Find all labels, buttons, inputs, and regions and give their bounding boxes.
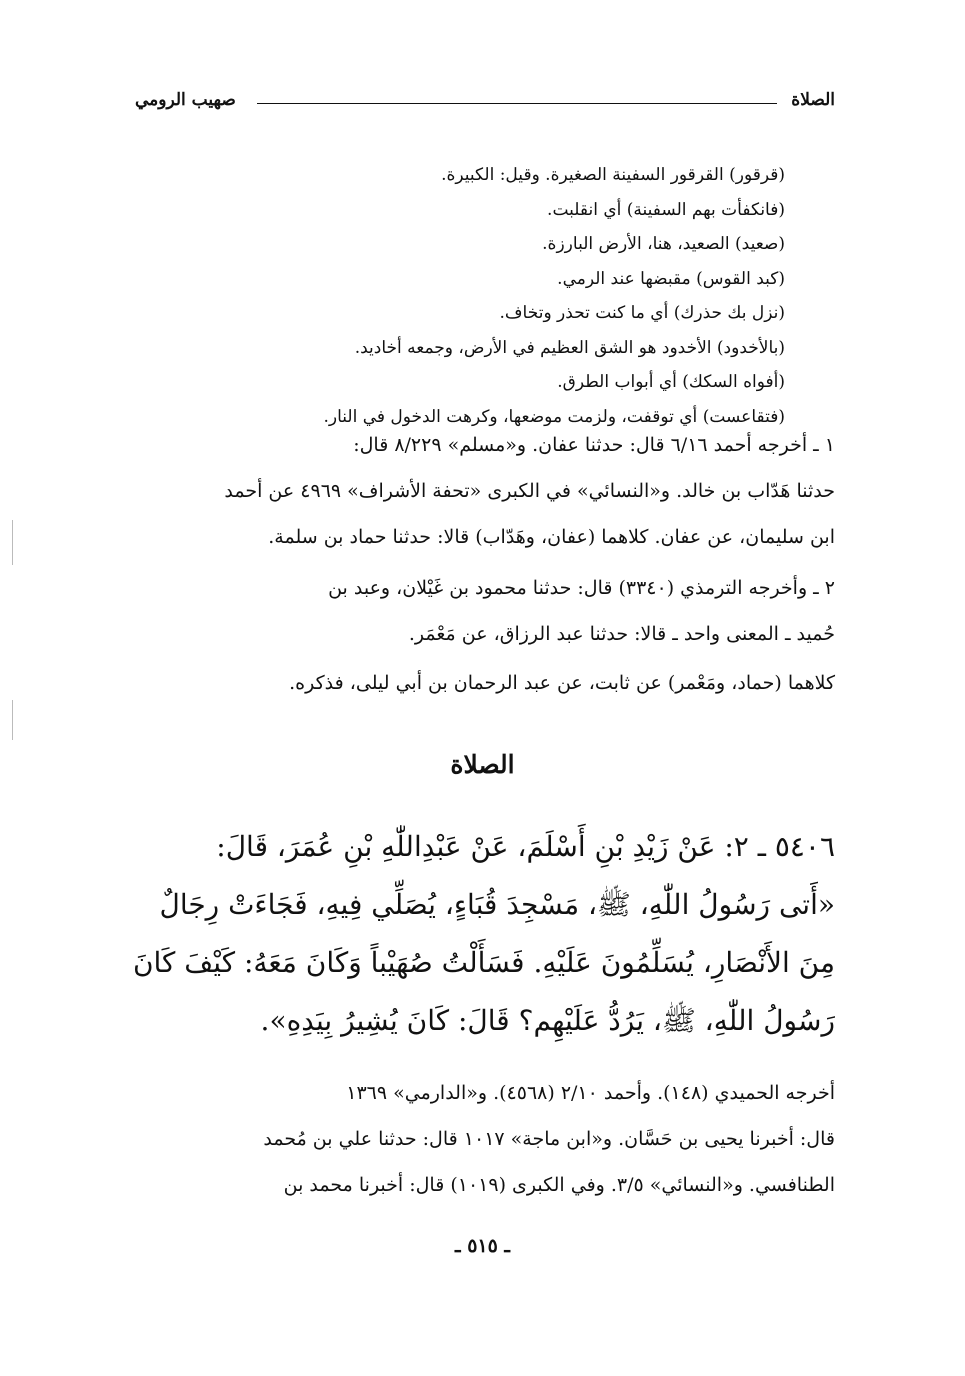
- hadith-text: [130, 818, 835, 1050]
- glossary-line: (فانكفأت بهم السفينة) أي انقلبت.: [547, 199, 785, 220]
- header-rule: [257, 103, 777, 104]
- paragraph-line: أخرجه الحميدي (١٤٨). وأحمد ٢/١٠ (٤٥٦٨). و«الدارمي» ١٣٦٩: [346, 1082, 835, 1104]
- running-header: [135, 90, 835, 116]
- paragraph-line: قال: أخبرنا يحيى بن حَسَّان. و«ابن ماجة» ١٠١٧ قال: حدثنا علي بن مُحمد: [263, 1128, 835, 1150]
- hadith-line: «أَتى رَسُولُ اللّٰهِ، ﷺ، مَسْجِدَ قُبَاءٍ، يُصَلِّي فِيهِ، فَجَاءَتْ رِجَالٌ: [159, 888, 835, 921]
- glossary-line: (قرقور) القرقور السفينة الصغيرة. وقيل: الكبيرة.: [441, 165, 785, 185]
- scan-margin-mark: [12, 700, 13, 740]
- paragraph-line: الطنافسي. و«النسائي» ٣/٥. وفي الكبرى (١٠١٩) قال: أخبرنا محمد بن: [283, 1174, 835, 1196]
- paragraph-line: ابن سليمان، عن عفان. كلاهما (عفان، وهَدّاب) قالا: حدثنا حماد بن سلمة.: [268, 526, 835, 548]
- paragraph-line: كلاهما (حماد، ومَعْمر) عن ثابت، عن عبد الرحمان بن أبي ليلى، فذكره.: [289, 672, 835, 694]
- glossary-block: [225, 158, 785, 434]
- glossary-line: (فتقاعست) أي توقفت، ولزمت موضعها، وكرهت الدخول في النار.: [323, 406, 785, 427]
- glossary-line: (كبد القوس) مقبضها عند الرمي.: [557, 268, 785, 289]
- paragraph-line: ٢ ـ وأخرجه الترمذي (٣٣٤٠) قال: حدثنا محمود بن غَيْلان، وعبد بن: [328, 577, 835, 599]
- paragraph-line: حُميد ـ المعنى واحد ـ قالا: حدثنا عبد الرزاق، عن مَعْمَر.: [408, 623, 835, 645]
- glossary-line: (أفواه السكك) أي أبواب الطرق.: [557, 372, 785, 392]
- takhrij-paragraph-4: [130, 1070, 835, 1208]
- header-narrator: صهيب الرومي: [135, 90, 236, 110]
- header-section-title: الصلاة: [791, 90, 835, 110]
- glossary-line: (بالأخدود) الأخدود هو الشق العظيم في الأرض، وجمعه أخاديد.: [354, 337, 785, 358]
- takhrij-paragraph-3: [130, 660, 835, 706]
- section-heading: الصلاة: [450, 750, 515, 779]
- paragraph-line: حدثنا هَدّاب بن خالد. و«النسائي» في الكبرى «تحفة الأشراف» ٤٩٦٩ عن أحمد: [224, 480, 835, 502]
- glossary-line: (نزل بك حذرك) أي ما كنت تحذر وتخاف.: [499, 303, 785, 323]
- takhrij-paragraph-2: [130, 565, 835, 657]
- scan-margin-mark: [12, 520, 13, 565]
- page-number: ـ ٥١٥ ـ: [455, 1235, 510, 1257]
- hadith-line: مِنَ الأَنْصَارِ، يُسَلِّمُونَ عَلَيْهِ. فَسَأَلْتُ صُهَيْباً وَكَانَ مَعَهُ: كَيْفَ كَانَ: [132, 946, 835, 979]
- hadith-line: ٥٤٠٦ ـ ٢: عَنْ زَيْدِ بْنِ أَسْلَمَ، عَنْ عَبْدِاللّٰهِ بْنِ عُمَرَ، قَالَ:: [216, 830, 835, 863]
- takhrij-paragraph-1: [130, 422, 835, 560]
- glossary-line: (صعيد) الصعيد، هنا، الأرض البارزة.: [542, 234, 785, 254]
- hadith-line: رَسُولُ اللّٰهِ، ﷺ، يَرُدُّ عَلَيْهِم؟ قَالَ: كَانَ يُشِيرُ بِيَدِهِ».: [260, 1004, 835, 1037]
- paragraph-line: ١ ـ أخرجه أحمد ٦/١٦ قال: حدثنا عفان. و«مسلم» ٨/٢٢٩ قال:: [353, 434, 835, 456]
